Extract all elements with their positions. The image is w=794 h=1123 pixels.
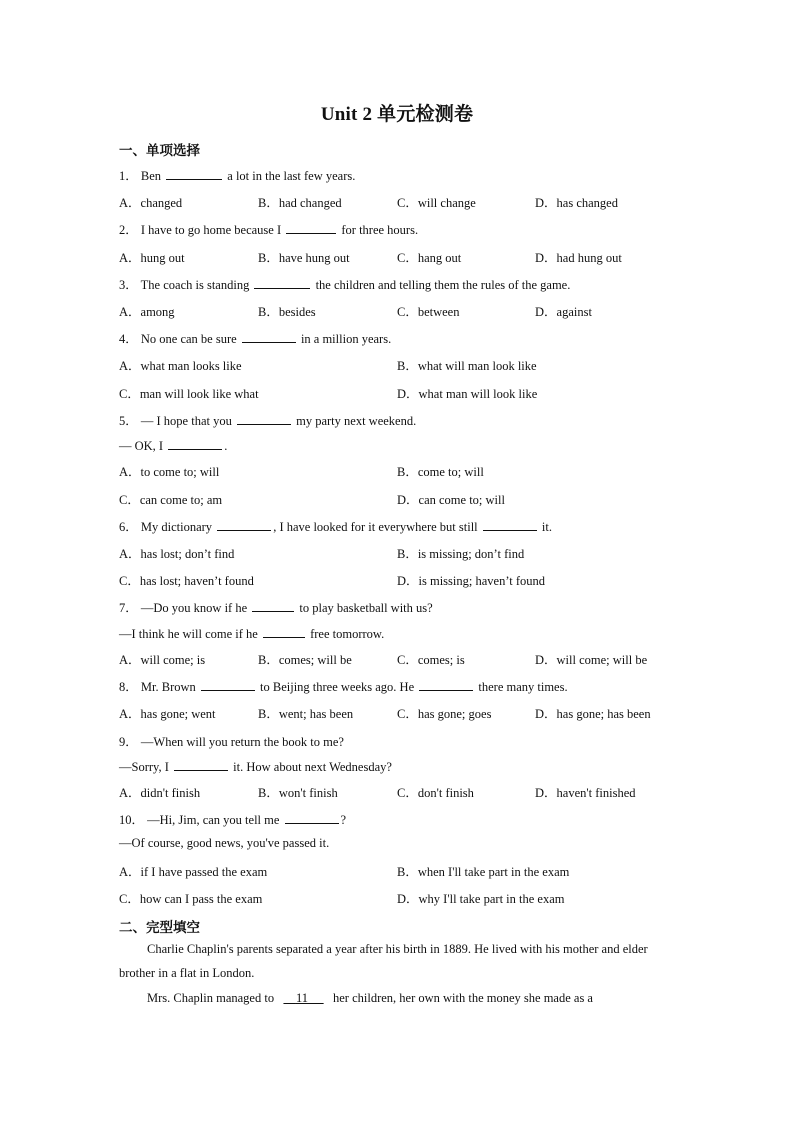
option-a: A．didn't finish bbox=[119, 786, 201, 800]
question-text: —When will you return the book to me? bbox=[140, 735, 344, 749]
question-text: to play basketball with us? bbox=[299, 601, 433, 615]
answer-blank bbox=[237, 412, 291, 425]
question-text: —Hi, Jim, can you tell me bbox=[147, 813, 280, 827]
option-b: B．comes; will be bbox=[258, 653, 352, 667]
question-text: my party next weekend. bbox=[296, 414, 417, 428]
option-a: A．what man looks like bbox=[119, 359, 242, 373]
option-b: B．what will man look like bbox=[397, 359, 537, 373]
option-a: A．will come; is bbox=[119, 653, 206, 667]
option-b: B．is missing; don’t find bbox=[397, 547, 525, 561]
question-10-reply bbox=[119, 836, 329, 851]
question-text: it. bbox=[541, 520, 552, 534]
option-c: C．will change bbox=[397, 196, 476, 210]
reply-text: it. How about next Wednesday? bbox=[233, 760, 392, 774]
cloze-paragraph-1: Charlie Chaplin's parents separated a year after his birth in 1889. He lived with his mother and elder brother in a flat in London. bbox=[119, 942, 648, 980]
question-5 bbox=[119, 411, 416, 429]
answer-blank bbox=[254, 276, 310, 289]
question-number: 3． bbox=[119, 278, 138, 292]
question-text: —Do you know if he bbox=[140, 601, 248, 615]
answer-blank bbox=[174, 758, 228, 771]
option-a: A．has gone; went bbox=[119, 707, 216, 721]
question-3 bbox=[119, 275, 570, 293]
question-9-reply bbox=[119, 758, 392, 775]
blank-number: 11 bbox=[295, 991, 308, 1005]
cloze-blank-11 bbox=[283, 991, 323, 1005]
option-d: D．has changed bbox=[535, 196, 618, 210]
reply-text: . bbox=[224, 439, 228, 453]
answer-blank bbox=[286, 221, 336, 234]
question-text: I have to go home because I bbox=[140, 223, 282, 237]
question-text: The coach is standing bbox=[140, 278, 250, 292]
question-number: 8． bbox=[119, 680, 138, 694]
option-d: D．has gone; has been bbox=[535, 707, 651, 721]
question-7 bbox=[119, 598, 433, 616]
question-text: Ben bbox=[140, 169, 162, 183]
question-10 bbox=[119, 810, 346, 828]
question-text: Mr. Brown bbox=[140, 680, 196, 694]
question-number: 10． bbox=[119, 813, 145, 827]
reply-text: — OK, I bbox=[119, 439, 164, 453]
option-a: A．changed bbox=[119, 196, 183, 210]
answer-blank bbox=[168, 437, 222, 450]
question-text: for three hours. bbox=[341, 223, 419, 237]
answer-blank bbox=[166, 167, 222, 180]
option-b: B．besides bbox=[258, 305, 316, 319]
reply-text: —Sorry, I bbox=[119, 760, 169, 774]
question-text: in a million years. bbox=[300, 332, 392, 346]
answer-blank bbox=[483, 518, 537, 531]
option-d: D．will come; will be bbox=[535, 653, 648, 667]
question-9 bbox=[119, 732, 344, 750]
option-c: C．how can I pass the exam bbox=[119, 892, 263, 906]
question-text: — I hope that you bbox=[140, 414, 232, 428]
question-text: My dictionary bbox=[140, 520, 213, 534]
option-b: B．have hung out bbox=[258, 251, 350, 265]
question-6 bbox=[119, 517, 552, 535]
option-d: D．haven't finished bbox=[535, 786, 636, 800]
question-number: 4． bbox=[119, 332, 138, 346]
reply-text: —Of course, good news, you've passed it. bbox=[119, 836, 330, 850]
option-a: A．if I have passed the exam bbox=[119, 865, 268, 879]
question-text: , I have looked for it everywhere but still bbox=[273, 520, 478, 534]
option-b: B．had changed bbox=[258, 196, 342, 210]
question-text: a lot in the last few years. bbox=[227, 169, 356, 183]
option-d: D．what man will look like bbox=[397, 387, 538, 401]
option-c: C．man will look like what bbox=[119, 387, 259, 401]
option-c: C．hang out bbox=[397, 251, 462, 265]
question-number: 2． bbox=[119, 223, 138, 237]
answer-blank bbox=[252, 599, 294, 612]
answer-blank bbox=[263, 625, 305, 638]
section-heading-multiple-choice: 一、单项选择 bbox=[119, 143, 200, 158]
option-a: A．hung out bbox=[119, 251, 185, 265]
question-5-reply bbox=[119, 437, 227, 454]
option-c: C．comes; is bbox=[397, 653, 465, 667]
paragraph-text: her children, her own with the money she made as a bbox=[333, 991, 593, 1005]
answer-blank bbox=[285, 811, 339, 824]
reply-text: —I think he will come if he bbox=[119, 627, 258, 641]
option-a: A．has lost; don’t find bbox=[119, 547, 235, 561]
question-text: ? bbox=[340, 813, 347, 827]
question-number: 9． bbox=[119, 735, 138, 749]
question-number: 1． bbox=[119, 169, 138, 183]
option-d: D．can come to; will bbox=[397, 493, 505, 507]
option-b: B．come to; will bbox=[397, 465, 484, 479]
question-7-reply bbox=[119, 625, 384, 642]
option-b: B．won't finish bbox=[258, 786, 338, 800]
question-text: the children and telling them the rules of the game. bbox=[315, 278, 571, 292]
option-c: C．don't finish bbox=[397, 786, 474, 800]
answer-blank bbox=[201, 678, 255, 691]
question-8 bbox=[119, 677, 568, 695]
option-d: D．against bbox=[535, 305, 592, 319]
option-a: A．to come to; will bbox=[119, 465, 220, 479]
page-title: Unit 2 单元检测卷 bbox=[320, 104, 474, 125]
question-number: 5． bbox=[119, 414, 138, 428]
question-text: there many times. bbox=[478, 680, 568, 694]
question-1 bbox=[119, 166, 355, 184]
option-c: C．has lost; haven’t found bbox=[119, 574, 254, 588]
question-number: 6． bbox=[119, 520, 138, 534]
option-a: A．among bbox=[119, 305, 175, 319]
question-number: 7． bbox=[119, 601, 138, 615]
option-d: D．had hung out bbox=[535, 251, 622, 265]
section-heading-cloze: 二、完型填空 bbox=[119, 920, 200, 935]
option-c: C．can come to; am bbox=[119, 493, 223, 507]
question-text: No one can be sure bbox=[140, 332, 237, 346]
option-b: B．when I'll take part in the exam bbox=[397, 865, 570, 879]
option-c: C．between bbox=[397, 305, 460, 319]
option-c: C．has gone; goes bbox=[397, 707, 492, 721]
answer-blank bbox=[242, 330, 296, 343]
answer-blank bbox=[217, 518, 271, 531]
question-text: to Beijing three weeks ago. He bbox=[260, 680, 415, 694]
question-2 bbox=[119, 220, 418, 238]
reply-text: free tomorrow. bbox=[310, 627, 385, 641]
option-d: D．why I'll take part in the exam bbox=[397, 892, 565, 906]
option-b: B．went; has been bbox=[258, 707, 354, 721]
question-4 bbox=[119, 329, 391, 347]
paragraph-text: Mrs. Chaplin managed to bbox=[147, 991, 275, 1005]
option-d: D．is missing; haven’t found bbox=[397, 574, 546, 588]
answer-blank bbox=[419, 678, 473, 691]
cloze-paragraph-2 bbox=[147, 991, 593, 1006]
